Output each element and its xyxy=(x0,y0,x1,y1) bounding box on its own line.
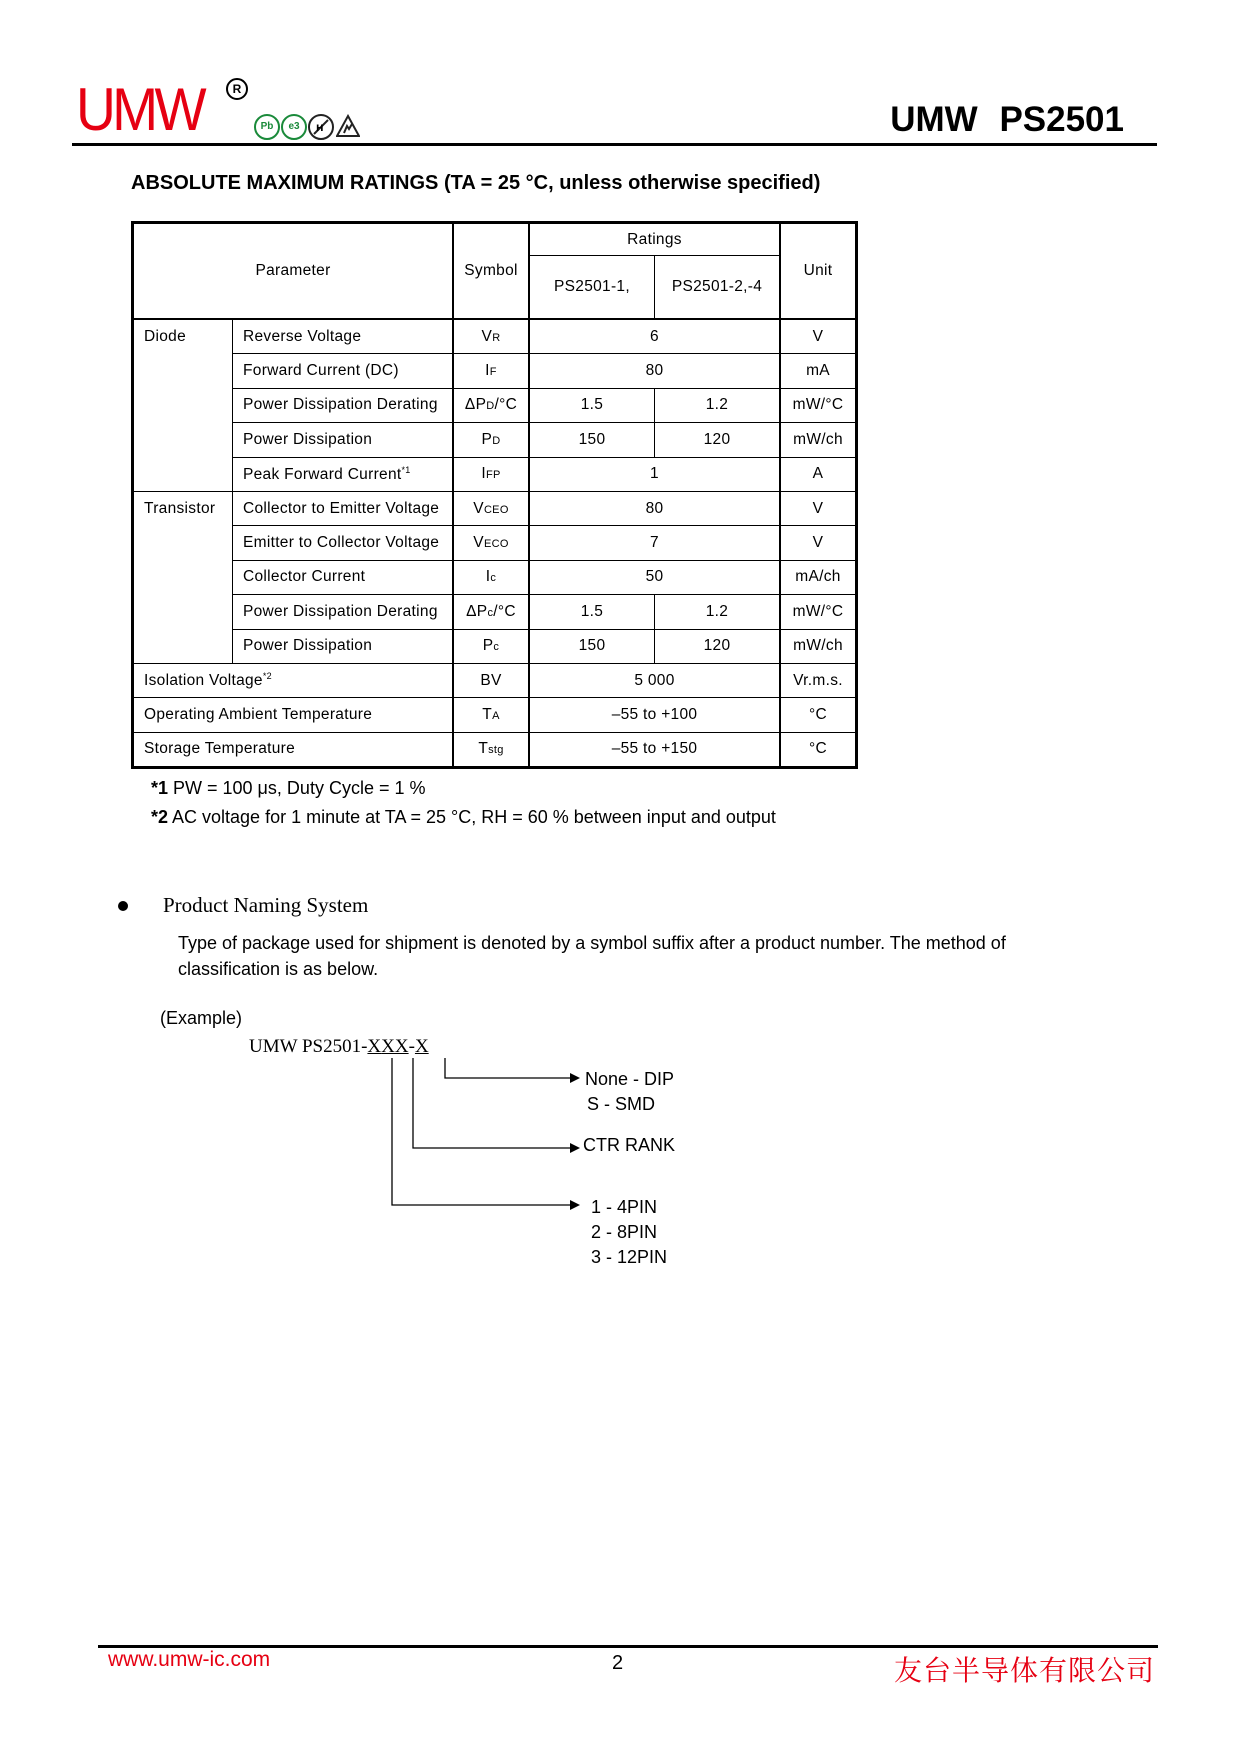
page-number: 2 xyxy=(612,1652,624,1674)
param-cell: Peak Forward Current$^{*1}$ xyxy=(233,457,454,491)
table-header-row xyxy=(133,223,857,256)
table-row xyxy=(133,354,857,388)
value-cell: 80 xyxy=(529,354,780,388)
company-name: 友台半导体有限公司 xyxy=(893,1654,1155,1687)
arrow-icon xyxy=(570,1143,580,1153)
table-row xyxy=(133,629,857,663)
naming-description: Type of package used for shipment is denoted by a symbol suffix after a product number. The method of classification is as below. xyxy=(178,933,1006,979)
value-cell: 1.5 xyxy=(529,595,655,629)
symbol-cell: PD xyxy=(453,423,529,457)
unit-cell: mA/ch xyxy=(780,560,857,594)
connector-package xyxy=(445,1058,578,1078)
option-dip: None - DIP xyxy=(585,1069,675,1089)
param-cell: Operating Ambient Temperature xyxy=(133,698,454,732)
unit-cell: V xyxy=(780,319,857,354)
footer-url-link[interactable]: www.umw-ic.com xyxy=(108,1648,271,1671)
symbol-cell: VR xyxy=(453,319,529,354)
value-cell: 150 xyxy=(529,423,655,457)
option-smd: S - SMD xyxy=(587,1094,656,1114)
brand-logo: UMW xyxy=(76,76,203,143)
param-cell: Collector to Emitter Voltage xyxy=(233,491,454,525)
table-row xyxy=(133,698,857,732)
header-unit: Unit xyxy=(780,223,857,320)
option-8pin: 2 - 8PIN xyxy=(591,1222,658,1242)
unit-cell: mW/ch xyxy=(780,423,857,457)
example-label: (Example) xyxy=(160,1008,243,1028)
header-parameter: Parameter xyxy=(133,223,454,320)
symbol-cell: ΔPc/°C xyxy=(453,595,529,629)
pb-free-icon: Pb xyxy=(254,114,280,140)
e3-icon: e3 xyxy=(281,114,307,140)
value-cell: 5 000 xyxy=(529,663,780,697)
symbol-cell: VECO xyxy=(453,526,529,560)
bullet-icon xyxy=(118,901,128,911)
value-cell: 120 xyxy=(655,629,781,663)
param-cell: Power Dissipation Derating xyxy=(233,388,454,422)
value-cell: –55 to +150 xyxy=(529,732,780,767)
value-cell: 7 xyxy=(529,526,780,560)
param-cell: Forward Current (DC) xyxy=(233,354,454,388)
registered-mark-icon: R xyxy=(226,78,248,100)
value-cell: 80 xyxy=(529,491,780,525)
unit-cell: °C xyxy=(780,698,857,732)
svg-text:H: H xyxy=(316,124,324,134)
arrow-icon xyxy=(570,1073,580,1083)
part-title: UMW PS2501 xyxy=(890,100,1124,139)
unit-cell: °C xyxy=(780,732,857,767)
table-row xyxy=(133,732,857,767)
group-diode: Diode xyxy=(133,319,233,491)
esd-warning-icon xyxy=(336,114,360,143)
unit-cell: Vr.m.s. xyxy=(780,663,857,697)
param-cell: Reverse Voltage xyxy=(233,319,454,354)
arrow-icon xyxy=(570,1200,580,1210)
value-cell: –55 to +100 xyxy=(529,698,780,732)
value-cell: 1 xyxy=(529,457,780,491)
table-row xyxy=(133,663,857,697)
connector-ctr xyxy=(413,1058,578,1148)
example-code: UMW PS2501-XXX-X xyxy=(249,1036,429,1057)
param-cell: Power Dissipation xyxy=(233,423,454,457)
param-cell: Collector Current xyxy=(233,560,454,594)
value-cell: 1.5 xyxy=(529,388,655,422)
table-row xyxy=(133,526,857,560)
table-row xyxy=(133,319,857,354)
table-row xyxy=(133,595,857,629)
absolute-maximum-ratings-table xyxy=(131,221,858,769)
halogen-free-icon xyxy=(308,114,334,140)
unit-cell: V xyxy=(780,526,857,560)
value-cell: 50 xyxy=(529,560,780,594)
symbol-cell: VCEO xyxy=(453,491,529,525)
symbol-cell: IF xyxy=(453,354,529,388)
naming-title: Product Naming System xyxy=(163,893,369,917)
value-cell: 120 xyxy=(655,423,781,457)
symbol-cell: ΔPD/°C xyxy=(453,388,529,422)
unit-cell: mW/°C xyxy=(780,388,857,422)
unit-cell: mW/ch xyxy=(780,629,857,663)
header-ps2501-2-4: PS2501-2,-4 xyxy=(655,256,781,320)
param-cell: Emitter to Collector Voltage xyxy=(233,526,454,560)
section-title: ABSOLUTE MAXIMUM RATINGS (TA = 25 °C, unless otherwise specified) xyxy=(131,172,821,194)
header-rule xyxy=(72,143,1157,146)
table-row xyxy=(133,457,857,491)
header-ratings: Ratings xyxy=(529,223,780,256)
unit-cell: A xyxy=(780,457,857,491)
table-row xyxy=(133,388,857,422)
option-ctr-rank: CTR RANK xyxy=(583,1135,676,1155)
symbol-cell: Ic xyxy=(453,560,529,594)
param-cell: Power Dissipation xyxy=(233,629,454,663)
unit-cell: mW/°C xyxy=(780,595,857,629)
unit-cell: mA xyxy=(780,354,857,388)
value-cell: 150 xyxy=(529,629,655,663)
footnote-2: *2 AC voltage for 1 minute at TA = 25 °C, RH = 60 % between input and output xyxy=(151,807,776,827)
value-cell: 1.2 xyxy=(655,595,781,629)
param-cell: Storage Temperature xyxy=(133,732,454,767)
header-symbol: Symbol xyxy=(453,223,529,320)
symbol-cell: IFP xyxy=(453,457,529,491)
connector-pin xyxy=(392,1058,578,1205)
table-row xyxy=(133,423,857,457)
option-12pin: 3 - 12PIN xyxy=(591,1247,668,1267)
symbol-cell: TA xyxy=(453,698,529,732)
unit-cell: V xyxy=(780,491,857,525)
table-row xyxy=(133,560,857,594)
header-ps2501-1: PS2501-1, xyxy=(529,256,655,320)
symbol-cell: Tstg xyxy=(453,732,529,767)
option-4pin: 1 - 4PIN xyxy=(591,1197,658,1217)
value-cell: 1.2 xyxy=(655,388,781,422)
param-cell: Power Dissipation Derating xyxy=(233,595,454,629)
table-row xyxy=(133,491,857,525)
symbol-cell: Pc xyxy=(453,629,529,663)
param-cell: Isolation Voltage$^{*2}$ xyxy=(133,663,454,697)
symbol-cell: BV xyxy=(453,663,529,697)
footnote-1: *1 PW = 100 μs, Duty Cycle = 1 % xyxy=(151,778,426,798)
group-transistor: Transistor xyxy=(133,491,233,663)
value-cell: 6 xyxy=(529,319,780,354)
